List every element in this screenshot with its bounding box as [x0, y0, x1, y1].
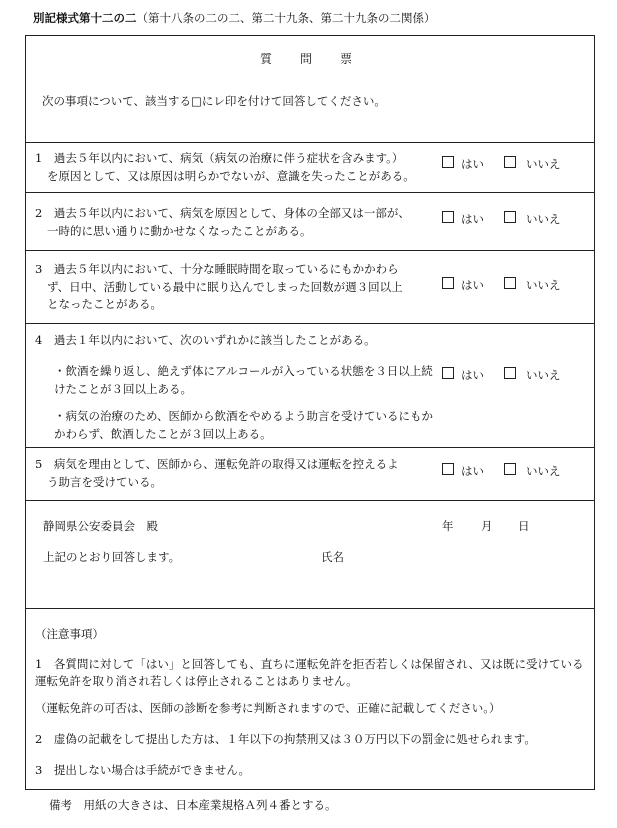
question-5-yes-checkbox[interactable] — [442, 463, 454, 475]
form-instructions: 次の事項について、該当する□にレ印を付けて回答してください。 — [42, 94, 386, 108]
question-3-yes-label: はい — [461, 278, 484, 292]
addressee: 静岡県公安委員会 殿 — [43, 519, 158, 533]
question-5-no-label: いいえ — [526, 464, 561, 478]
question-5-text: 5 病気を理由として、医師から、運転免許の取得又は運転を控えるよ う助言を受けている。 — [35, 457, 399, 489]
question-3-options — [442, 277, 592, 293]
question-2-text: 2 過去５年以内において、病気を原因として、身体の全部又は一部が、 一時的に思い通りに動かせなくなったことがある。 — [35, 206, 410, 238]
divider — [26, 447, 594, 448]
divider — [26, 250, 594, 251]
question-1-no-checkbox[interactable] — [504, 156, 516, 168]
question-4-options — [442, 367, 592, 383]
question-2-yes-label: はい — [461, 212, 484, 226]
question-2-options — [442, 211, 592, 227]
name-label: 氏名 — [321, 550, 344, 564]
note-3: 3 提出しない場合は手続ができません。 — [35, 763, 251, 777]
date-day-label: 日 — [518, 519, 530, 533]
question-5-options — [442, 463, 592, 479]
question-4-yes-label: はい — [461, 368, 484, 382]
divider — [26, 192, 594, 193]
question-3-no-checkbox[interactable] — [504, 277, 516, 289]
form-reference: （第十八条の二の二、第二十九条、第二十九条の二関係） — [136, 11, 436, 25]
question-1-no-label: いいえ — [526, 157, 561, 171]
question-2-yes-checkbox[interactable] — [442, 211, 454, 223]
question-3-yes-checkbox[interactable] — [442, 277, 454, 289]
question-4-text: 4 過去１年以内において、次のいずれかに該当したことがある。 — [35, 333, 376, 347]
answer-statement: 上記のとおり回答します。 — [43, 550, 181, 564]
question-4-no-label: いいえ — [526, 368, 561, 382]
footer-remark: 備考 用紙の大きさは、日本産業規格Ａ列４番とする。 — [49, 798, 337, 812]
divider — [26, 500, 594, 501]
question-5-no-checkbox[interactable] — [504, 463, 516, 475]
divider — [26, 142, 594, 143]
questionnaire-form — [25, 35, 595, 790]
question-4-yes-checkbox[interactable] — [442, 367, 454, 379]
question-1-text: 1 過去５年以内において、病気（病気の治療に伴う症状を含みます。） を原因として、又は原因は明らかでないが、意識を失ったことがある。 — [35, 151, 415, 183]
form-header — [33, 10, 436, 26]
notes-heading: （注意事項） — [35, 627, 104, 641]
question-2-no-checkbox[interactable] — [504, 211, 516, 223]
question-5-yes-label: はい — [461, 464, 484, 478]
date-month-label: 月 — [481, 519, 493, 533]
question-2-no-label: いいえ — [526, 212, 561, 226]
form-title: 質 問 票 — [259, 52, 360, 66]
question-1-yes-checkbox[interactable] — [442, 156, 454, 168]
question-4-bullet-1: ・飲酒を繰り返し、絶えず体にアルコールが入っている状態を３日以上続けたことが３回以上ある。 — [54, 364, 433, 396]
question-4-bullet-2: ・病気の治療のため、医師から飲酒をやめるよう助言を受けているにもかかわらず、飲酒したことが３回以上ある。 — [54, 409, 434, 441]
question-4-no-checkbox[interactable] — [504, 367, 516, 379]
question-3-text: 3 過去５年以内において、十分な睡眠時間を取っているにもかかわら ず、日中、活動している最中に眠り込んでしまった回数が週３回以上 となったことがある。 — [35, 262, 403, 311]
question-1-options — [442, 156, 592, 172]
question-1-yes-label: はい — [461, 157, 484, 171]
note-1-sub: （運転免許の可否は、医師の診断を参考に判断されますので、正確に記載してください。） — [35, 701, 501, 715]
note-1: 1 各質問に対して「はい」と回答しても、直ちに運転免許を拒否若しくは保留され、又は既に受けている運転免許を取り消され若しくは停止されることはありません。 — [35, 657, 584, 688]
form-number: 別記様式第十二の二 — [33, 11, 137, 25]
question-3-no-label: いいえ — [526, 278, 561, 292]
note-2: 2 虚偽の記載をして提出した方は、１年以下の拘禁刑又は３０万円以下の罰金に処せられます。 — [35, 732, 536, 746]
divider — [26, 323, 594, 324]
divider — [26, 608, 594, 609]
date-year-label: 年 — [442, 519, 454, 533]
